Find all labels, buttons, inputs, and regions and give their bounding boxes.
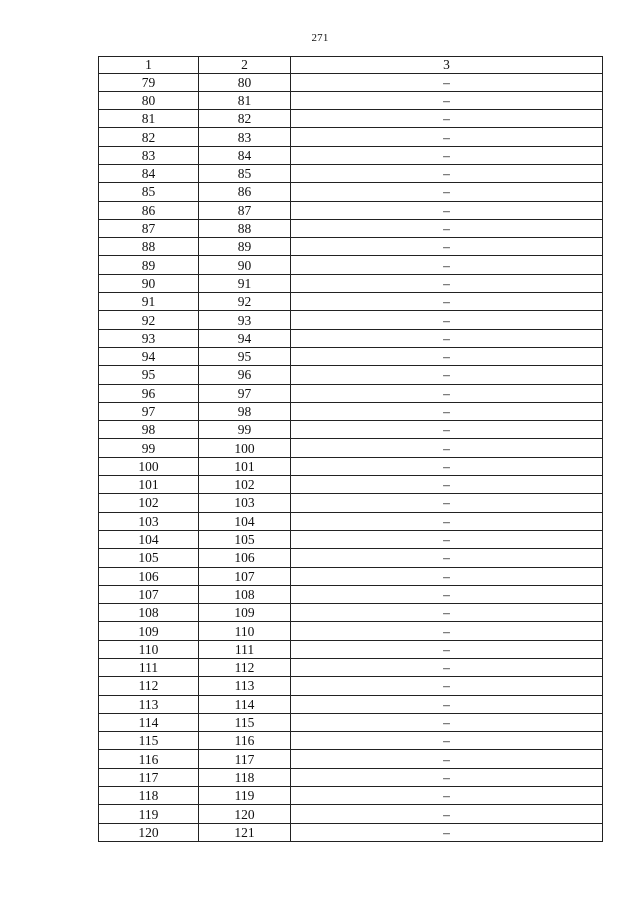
table-cell-col2: 120 bbox=[199, 805, 291, 823]
table-cell-col1: 90 bbox=[99, 274, 199, 292]
table-cell-col2: 85 bbox=[199, 164, 291, 182]
table-cell-col1: 83 bbox=[99, 146, 199, 164]
table-cell-col3: – bbox=[291, 91, 603, 109]
table-cell-col2: 111 bbox=[199, 640, 291, 658]
table-row bbox=[99, 164, 603, 182]
table-cell-col1: 118 bbox=[99, 787, 199, 805]
table-cell-col1: 108 bbox=[99, 604, 199, 622]
table-row bbox=[99, 640, 603, 658]
table-cell-col2: 110 bbox=[199, 622, 291, 640]
table-cell-col3: – bbox=[291, 768, 603, 786]
table-row bbox=[99, 476, 603, 494]
table-cell-col2: 96 bbox=[199, 366, 291, 384]
table-cell-col2: 121 bbox=[199, 823, 291, 841]
table-row bbox=[99, 457, 603, 475]
table-cell-col1: 95 bbox=[99, 366, 199, 384]
table-cell-col3: – bbox=[291, 201, 603, 219]
table-cell-col2: 87 bbox=[199, 201, 291, 219]
table-cell-col2: 109 bbox=[199, 604, 291, 622]
table-row bbox=[99, 585, 603, 603]
table-cell-col1: 101 bbox=[99, 476, 199, 494]
table-cell-col1: 120 bbox=[99, 823, 199, 841]
table-cell-col3: – bbox=[291, 549, 603, 567]
table-cell-col3: – bbox=[291, 73, 603, 91]
table-cell-col1: 106 bbox=[99, 567, 199, 585]
table-cell-col3: – bbox=[291, 347, 603, 365]
table-cell-col2: 98 bbox=[199, 402, 291, 420]
table-cell-col2: 102 bbox=[199, 476, 291, 494]
table-cell-col2: 113 bbox=[199, 677, 291, 695]
table-cell-col3: – bbox=[291, 805, 603, 823]
table-header bbox=[99, 57, 603, 74]
table-cell-col2: 88 bbox=[199, 219, 291, 237]
table-row bbox=[99, 311, 603, 329]
table-cell-col2: 84 bbox=[199, 146, 291, 164]
table-row bbox=[99, 768, 603, 786]
table-cell-col2: 106 bbox=[199, 549, 291, 567]
table-row bbox=[99, 293, 603, 311]
table-cell-col3: – bbox=[291, 713, 603, 731]
table-cell-col1: 111 bbox=[99, 659, 199, 677]
table-cell-col3: – bbox=[291, 311, 603, 329]
table-cell-col3: – bbox=[291, 293, 603, 311]
table-cell-col1: 114 bbox=[99, 713, 199, 731]
table-body bbox=[99, 73, 603, 841]
table-cell-col1: 96 bbox=[99, 384, 199, 402]
table-cell-col1: 81 bbox=[99, 110, 199, 128]
table-cell-col1: 91 bbox=[99, 293, 199, 311]
table-cell-col2: 92 bbox=[199, 293, 291, 311]
table-cell-col2: 80 bbox=[199, 73, 291, 91]
table-cell-col3: – bbox=[291, 622, 603, 640]
table-cell-col2: 100 bbox=[199, 439, 291, 457]
table-cell-col2: 101 bbox=[199, 457, 291, 475]
table-cell-col3: – bbox=[291, 476, 603, 494]
table-cell-col2: 119 bbox=[199, 787, 291, 805]
table-cell-col2: 117 bbox=[199, 750, 291, 768]
table-row bbox=[99, 329, 603, 347]
table-cell-col2: 112 bbox=[199, 659, 291, 677]
column-header-1: 1 bbox=[99, 57, 199, 74]
table-row bbox=[99, 732, 603, 750]
table-cell-col2: 93 bbox=[199, 311, 291, 329]
table-cell-col3: – bbox=[291, 823, 603, 841]
table-row bbox=[99, 274, 603, 292]
table-row bbox=[99, 146, 603, 164]
table-row bbox=[99, 567, 603, 585]
column-header-3: 3 bbox=[291, 57, 603, 74]
table-row bbox=[99, 787, 603, 805]
table-cell-col2: 114 bbox=[199, 695, 291, 713]
table-row bbox=[99, 494, 603, 512]
table-cell-col2: 103 bbox=[199, 494, 291, 512]
table-cell-col3: – bbox=[291, 421, 603, 439]
table-row bbox=[99, 91, 603, 109]
table-cell-col3: – bbox=[291, 238, 603, 256]
table-row bbox=[99, 512, 603, 530]
table-cell-col1: 115 bbox=[99, 732, 199, 750]
table-cell-col3: – bbox=[291, 695, 603, 713]
table-cell-col3: – bbox=[291, 164, 603, 182]
table-cell-col2: 107 bbox=[199, 567, 291, 585]
table-row bbox=[99, 219, 603, 237]
table-cell-col3: – bbox=[291, 640, 603, 658]
table-cell-col1: 102 bbox=[99, 494, 199, 512]
table-cell-col3: – bbox=[291, 274, 603, 292]
table-cell-col1: 86 bbox=[99, 201, 199, 219]
table-row bbox=[99, 256, 603, 274]
table-row bbox=[99, 604, 603, 622]
table-cell-col1: 87 bbox=[99, 219, 199, 237]
table-row bbox=[99, 622, 603, 640]
table-cell-col1: 84 bbox=[99, 164, 199, 182]
table-row bbox=[99, 183, 603, 201]
table-cell-col3: – bbox=[291, 146, 603, 164]
table-row bbox=[99, 421, 603, 439]
table-cell-col1: 79 bbox=[99, 73, 199, 91]
table-cell-col3: – bbox=[291, 110, 603, 128]
column-header-2: 2 bbox=[199, 57, 291, 74]
table-cell-col3: – bbox=[291, 604, 603, 622]
table-row bbox=[99, 659, 603, 677]
table-cell-col2: 94 bbox=[199, 329, 291, 347]
table-cell-col1: 82 bbox=[99, 128, 199, 146]
table-row bbox=[99, 347, 603, 365]
table-cell-col3: – bbox=[291, 585, 603, 603]
table-cell-col2: 91 bbox=[199, 274, 291, 292]
table-cell-col3: – bbox=[291, 567, 603, 585]
table-cell-col2: 104 bbox=[199, 512, 291, 530]
table-cell-col3: – bbox=[291, 457, 603, 475]
table-cell-col1: 97 bbox=[99, 402, 199, 420]
table-cell-col3: – bbox=[291, 256, 603, 274]
table-cell-col3: – bbox=[291, 787, 603, 805]
table-cell-col1: 104 bbox=[99, 530, 199, 548]
table-cell-col1: 116 bbox=[99, 750, 199, 768]
table-cell-col1: 100 bbox=[99, 457, 199, 475]
table-cell-col3: – bbox=[291, 677, 603, 695]
table-row bbox=[99, 713, 603, 731]
table-row bbox=[99, 128, 603, 146]
table-cell-col1: 92 bbox=[99, 311, 199, 329]
table-cell-col3: – bbox=[291, 732, 603, 750]
table-cell-col3: – bbox=[291, 659, 603, 677]
table-cell-col3: – bbox=[291, 219, 603, 237]
table-cell-col3: – bbox=[291, 494, 603, 512]
table-cell-col1: 109 bbox=[99, 622, 199, 640]
table-cell-col1: 85 bbox=[99, 183, 199, 201]
table-cell-col1: 119 bbox=[99, 805, 199, 823]
table-cell-col2: 118 bbox=[199, 768, 291, 786]
table-cell-col2: 83 bbox=[199, 128, 291, 146]
table-row bbox=[99, 439, 603, 457]
table-cell-col2: 116 bbox=[199, 732, 291, 750]
table-cell-col3: – bbox=[291, 366, 603, 384]
table-cell-col2: 95 bbox=[199, 347, 291, 365]
table-row bbox=[99, 549, 603, 567]
table-row bbox=[99, 110, 603, 128]
table-row bbox=[99, 677, 603, 695]
table-row bbox=[99, 402, 603, 420]
table-cell-col3: – bbox=[291, 530, 603, 548]
table-cell-col1: 98 bbox=[99, 421, 199, 439]
table-cell-col2: 115 bbox=[199, 713, 291, 731]
table-cell-col1: 117 bbox=[99, 768, 199, 786]
table-cell-col1: 93 bbox=[99, 329, 199, 347]
table-cell-col3: – bbox=[291, 384, 603, 402]
table-cell-col1: 88 bbox=[99, 238, 199, 256]
table-cell-col3: – bbox=[291, 128, 603, 146]
table-cell-col3: – bbox=[291, 439, 603, 457]
table-cell-col3: – bbox=[291, 183, 603, 201]
table-cell-col1: 94 bbox=[99, 347, 199, 365]
table-row bbox=[99, 695, 603, 713]
table-cell-col1: 89 bbox=[99, 256, 199, 274]
table-row bbox=[99, 238, 603, 256]
table-cell-col3: – bbox=[291, 750, 603, 768]
table-row bbox=[99, 201, 603, 219]
table-cell-col2: 89 bbox=[199, 238, 291, 256]
table-cell-col2: 105 bbox=[199, 530, 291, 548]
table-cell-col1: 107 bbox=[99, 585, 199, 603]
data-table bbox=[98, 56, 603, 842]
table-row bbox=[99, 384, 603, 402]
table-cell-col1: 99 bbox=[99, 439, 199, 457]
table-row bbox=[99, 805, 603, 823]
table-cell-col2: 90 bbox=[199, 256, 291, 274]
table-cell-col2: 97 bbox=[199, 384, 291, 402]
table-row bbox=[99, 823, 603, 841]
table-cell-col3: – bbox=[291, 329, 603, 347]
table-cell-col1: 110 bbox=[99, 640, 199, 658]
table-cell-col2: 81 bbox=[199, 91, 291, 109]
table-cell-col3: – bbox=[291, 402, 603, 420]
table-row bbox=[99, 366, 603, 384]
table-cell-col1: 112 bbox=[99, 677, 199, 695]
table-cell-col1: 80 bbox=[99, 91, 199, 109]
table-row bbox=[99, 73, 603, 91]
table-row bbox=[99, 750, 603, 768]
table-cell-col2: 99 bbox=[199, 421, 291, 439]
table-cell-col3: – bbox=[291, 512, 603, 530]
page-number: 271 bbox=[311, 32, 329, 44]
table-cell-col1: 103 bbox=[99, 512, 199, 530]
table-cell-col2: 108 bbox=[199, 585, 291, 603]
table-row bbox=[99, 530, 603, 548]
table-cell-col2: 86 bbox=[199, 183, 291, 201]
header-row bbox=[99, 57, 603, 74]
table-cell-col1: 113 bbox=[99, 695, 199, 713]
table-cell-col1: 105 bbox=[99, 549, 199, 567]
table-cell-col2: 82 bbox=[199, 110, 291, 128]
